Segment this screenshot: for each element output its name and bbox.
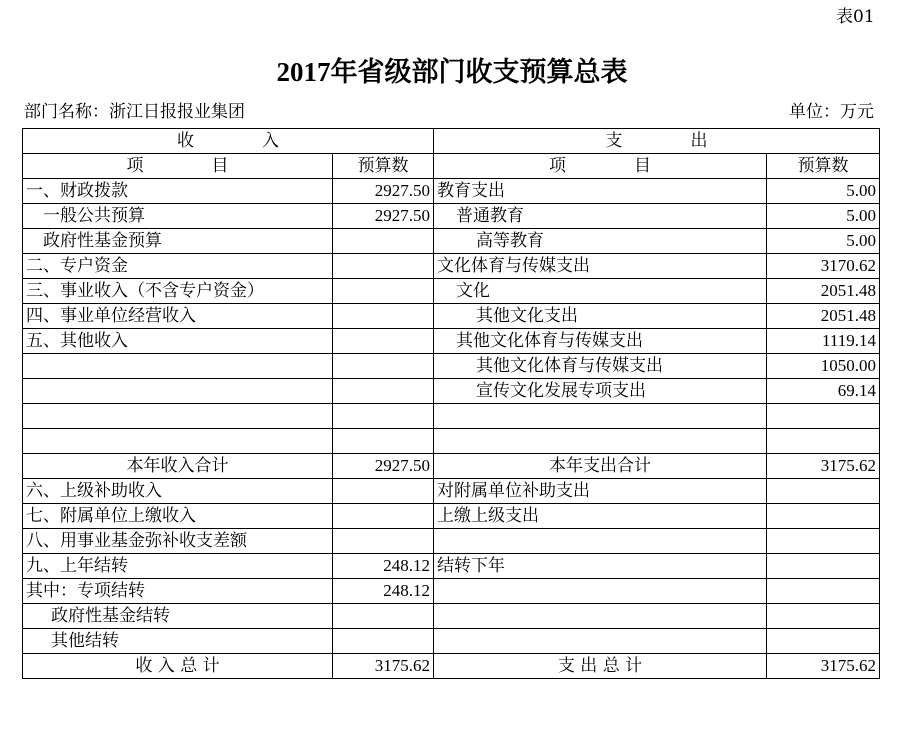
income-amount bbox=[333, 229, 434, 254]
income-item: 九、上年结转 bbox=[23, 554, 333, 579]
table-row bbox=[23, 254, 880, 279]
expense-amount: 3170.62 bbox=[767, 254, 880, 279]
income-item: 四、事业单位经营收入 bbox=[23, 304, 333, 329]
income-subtotal-amount: 2927.50 bbox=[333, 454, 434, 479]
expense-item: 其他文化体育与传媒支出 bbox=[434, 354, 767, 379]
grand-total-row bbox=[23, 654, 880, 679]
expense-item: 其他文化支出 bbox=[434, 304, 767, 329]
expense-amount bbox=[767, 629, 880, 654]
income-amount bbox=[333, 629, 434, 654]
table-row bbox=[23, 279, 880, 304]
table-row bbox=[23, 504, 880, 529]
table-row bbox=[23, 629, 880, 654]
income-item: 其他结转 bbox=[23, 629, 333, 654]
income-amount: 2927.50 bbox=[333, 179, 434, 204]
income-amount bbox=[333, 404, 434, 429]
expense-item: 宣传文化发展专项支出 bbox=[434, 379, 767, 404]
table-row bbox=[23, 479, 880, 504]
income-subtotal-label: 本年收入合计 bbox=[23, 454, 333, 479]
income-item: 六、上级补助收入 bbox=[23, 479, 333, 504]
income-amount bbox=[333, 304, 434, 329]
expense-amount: 1050.00 bbox=[767, 354, 880, 379]
income-amount bbox=[333, 429, 434, 454]
table-row bbox=[23, 379, 880, 404]
expense-amount bbox=[767, 604, 880, 629]
income-item: 政府性基金结转 bbox=[23, 604, 333, 629]
expense-amount bbox=[767, 579, 880, 604]
expense-item: 对附属单位补助支出 bbox=[434, 479, 767, 504]
income-item: 八、用事业基金弥补收支差额 bbox=[23, 529, 333, 554]
expense-amount: 5.00 bbox=[767, 229, 880, 254]
expense-item: 结转下年 bbox=[434, 554, 767, 579]
expense-total-amount: 3175.62 bbox=[767, 654, 880, 679]
column-header-row bbox=[23, 154, 880, 179]
expense-item: 其他文化体育与传媒支出 bbox=[434, 329, 767, 354]
income-amount bbox=[333, 479, 434, 504]
income-amount: 248.12 bbox=[333, 579, 434, 604]
income-amount bbox=[333, 604, 434, 629]
expense-amount: 5.00 bbox=[767, 179, 880, 204]
income-header: 收 入 bbox=[23, 129, 434, 154]
income-amount bbox=[333, 254, 434, 279]
unit-label: 单位：万元 bbox=[789, 102, 874, 122]
subtotal-row bbox=[23, 454, 880, 479]
income-item bbox=[23, 429, 333, 454]
income-item: 七、附属单位上缴收入 bbox=[23, 504, 333, 529]
expense-item bbox=[434, 604, 767, 629]
expense-amount bbox=[767, 529, 880, 554]
income-item-header: 项 目 bbox=[23, 154, 333, 179]
expense-item bbox=[434, 429, 767, 454]
expense-item: 普通教育 bbox=[434, 204, 767, 229]
table-row bbox=[23, 404, 880, 429]
department-name: 部门名称：浙江日报报业集团 bbox=[24, 102, 245, 122]
income-item: 其中：专项结转 bbox=[23, 579, 333, 604]
expense-amount: 1119.14 bbox=[767, 329, 880, 354]
budget-table bbox=[22, 128, 880, 679]
table-row bbox=[23, 579, 880, 604]
income-amount bbox=[333, 279, 434, 304]
income-amount bbox=[333, 329, 434, 354]
table-row bbox=[23, 304, 880, 329]
expense-amount bbox=[767, 429, 880, 454]
table-row bbox=[23, 204, 880, 229]
expense-item: 文化体育与传媒支出 bbox=[434, 254, 767, 279]
table-row bbox=[23, 529, 880, 554]
expense-item bbox=[434, 579, 767, 604]
income-amount bbox=[333, 529, 434, 554]
expense-amount-header: 预算数 bbox=[767, 154, 880, 179]
income-item bbox=[23, 404, 333, 429]
expense-item bbox=[434, 629, 767, 654]
table-row bbox=[23, 329, 880, 354]
expense-amount bbox=[767, 404, 880, 429]
expense-item: 高等教育 bbox=[434, 229, 767, 254]
expense-item: 教育支出 bbox=[434, 179, 767, 204]
expense-item bbox=[434, 529, 767, 554]
income-item: 一般公共预算 bbox=[23, 204, 333, 229]
income-amount bbox=[333, 504, 434, 529]
income-item bbox=[23, 379, 333, 404]
expense-header: 支 出 bbox=[434, 129, 880, 154]
expense-item: 上缴上级支出 bbox=[434, 504, 767, 529]
page-title: 2017年省级部门收支预算总表 bbox=[276, 57, 628, 87]
table-row bbox=[23, 179, 880, 204]
income-item: 政府性基金预算 bbox=[23, 229, 333, 254]
table-row bbox=[23, 229, 880, 254]
income-item: 三、事业收入（不含专户资金） bbox=[23, 279, 333, 304]
income-item: 一、财政拨款 bbox=[23, 179, 333, 204]
table-number: 表01 bbox=[836, 7, 875, 27]
income-total-label: 收 入 总 计 bbox=[23, 654, 333, 679]
expense-amount: 2051.48 bbox=[767, 304, 880, 329]
expense-total-label: 支 出 总 计 bbox=[434, 654, 767, 679]
table-row bbox=[23, 354, 880, 379]
table-row bbox=[23, 429, 880, 454]
income-item: 二、专户资金 bbox=[23, 254, 333, 279]
income-total-amount: 3175.62 bbox=[333, 654, 434, 679]
income-item bbox=[23, 354, 333, 379]
expense-item-header: 项 目 bbox=[434, 154, 767, 179]
income-item: 五、其他收入 bbox=[23, 329, 333, 354]
expense-subtotal-label: 本年支出合计 bbox=[434, 454, 767, 479]
income-amount-header: 预算数 bbox=[333, 154, 434, 179]
expense-amount: 2051.48 bbox=[767, 279, 880, 304]
income-amount: 2927.50 bbox=[333, 204, 434, 229]
income-amount bbox=[333, 379, 434, 404]
expense-amount bbox=[767, 479, 880, 504]
expense-amount: 5.00 bbox=[767, 204, 880, 229]
table-header-row bbox=[23, 129, 880, 154]
table-row bbox=[23, 604, 880, 629]
income-amount: 248.12 bbox=[333, 554, 434, 579]
expense-amount bbox=[767, 554, 880, 579]
expense-item bbox=[434, 404, 767, 429]
expense-amount: 69.14 bbox=[767, 379, 880, 404]
expense-item: 文化 bbox=[434, 279, 767, 304]
expense-subtotal-amount: 3175.62 bbox=[767, 454, 880, 479]
expense-amount bbox=[767, 504, 880, 529]
income-amount bbox=[333, 354, 434, 379]
table-row bbox=[23, 554, 880, 579]
